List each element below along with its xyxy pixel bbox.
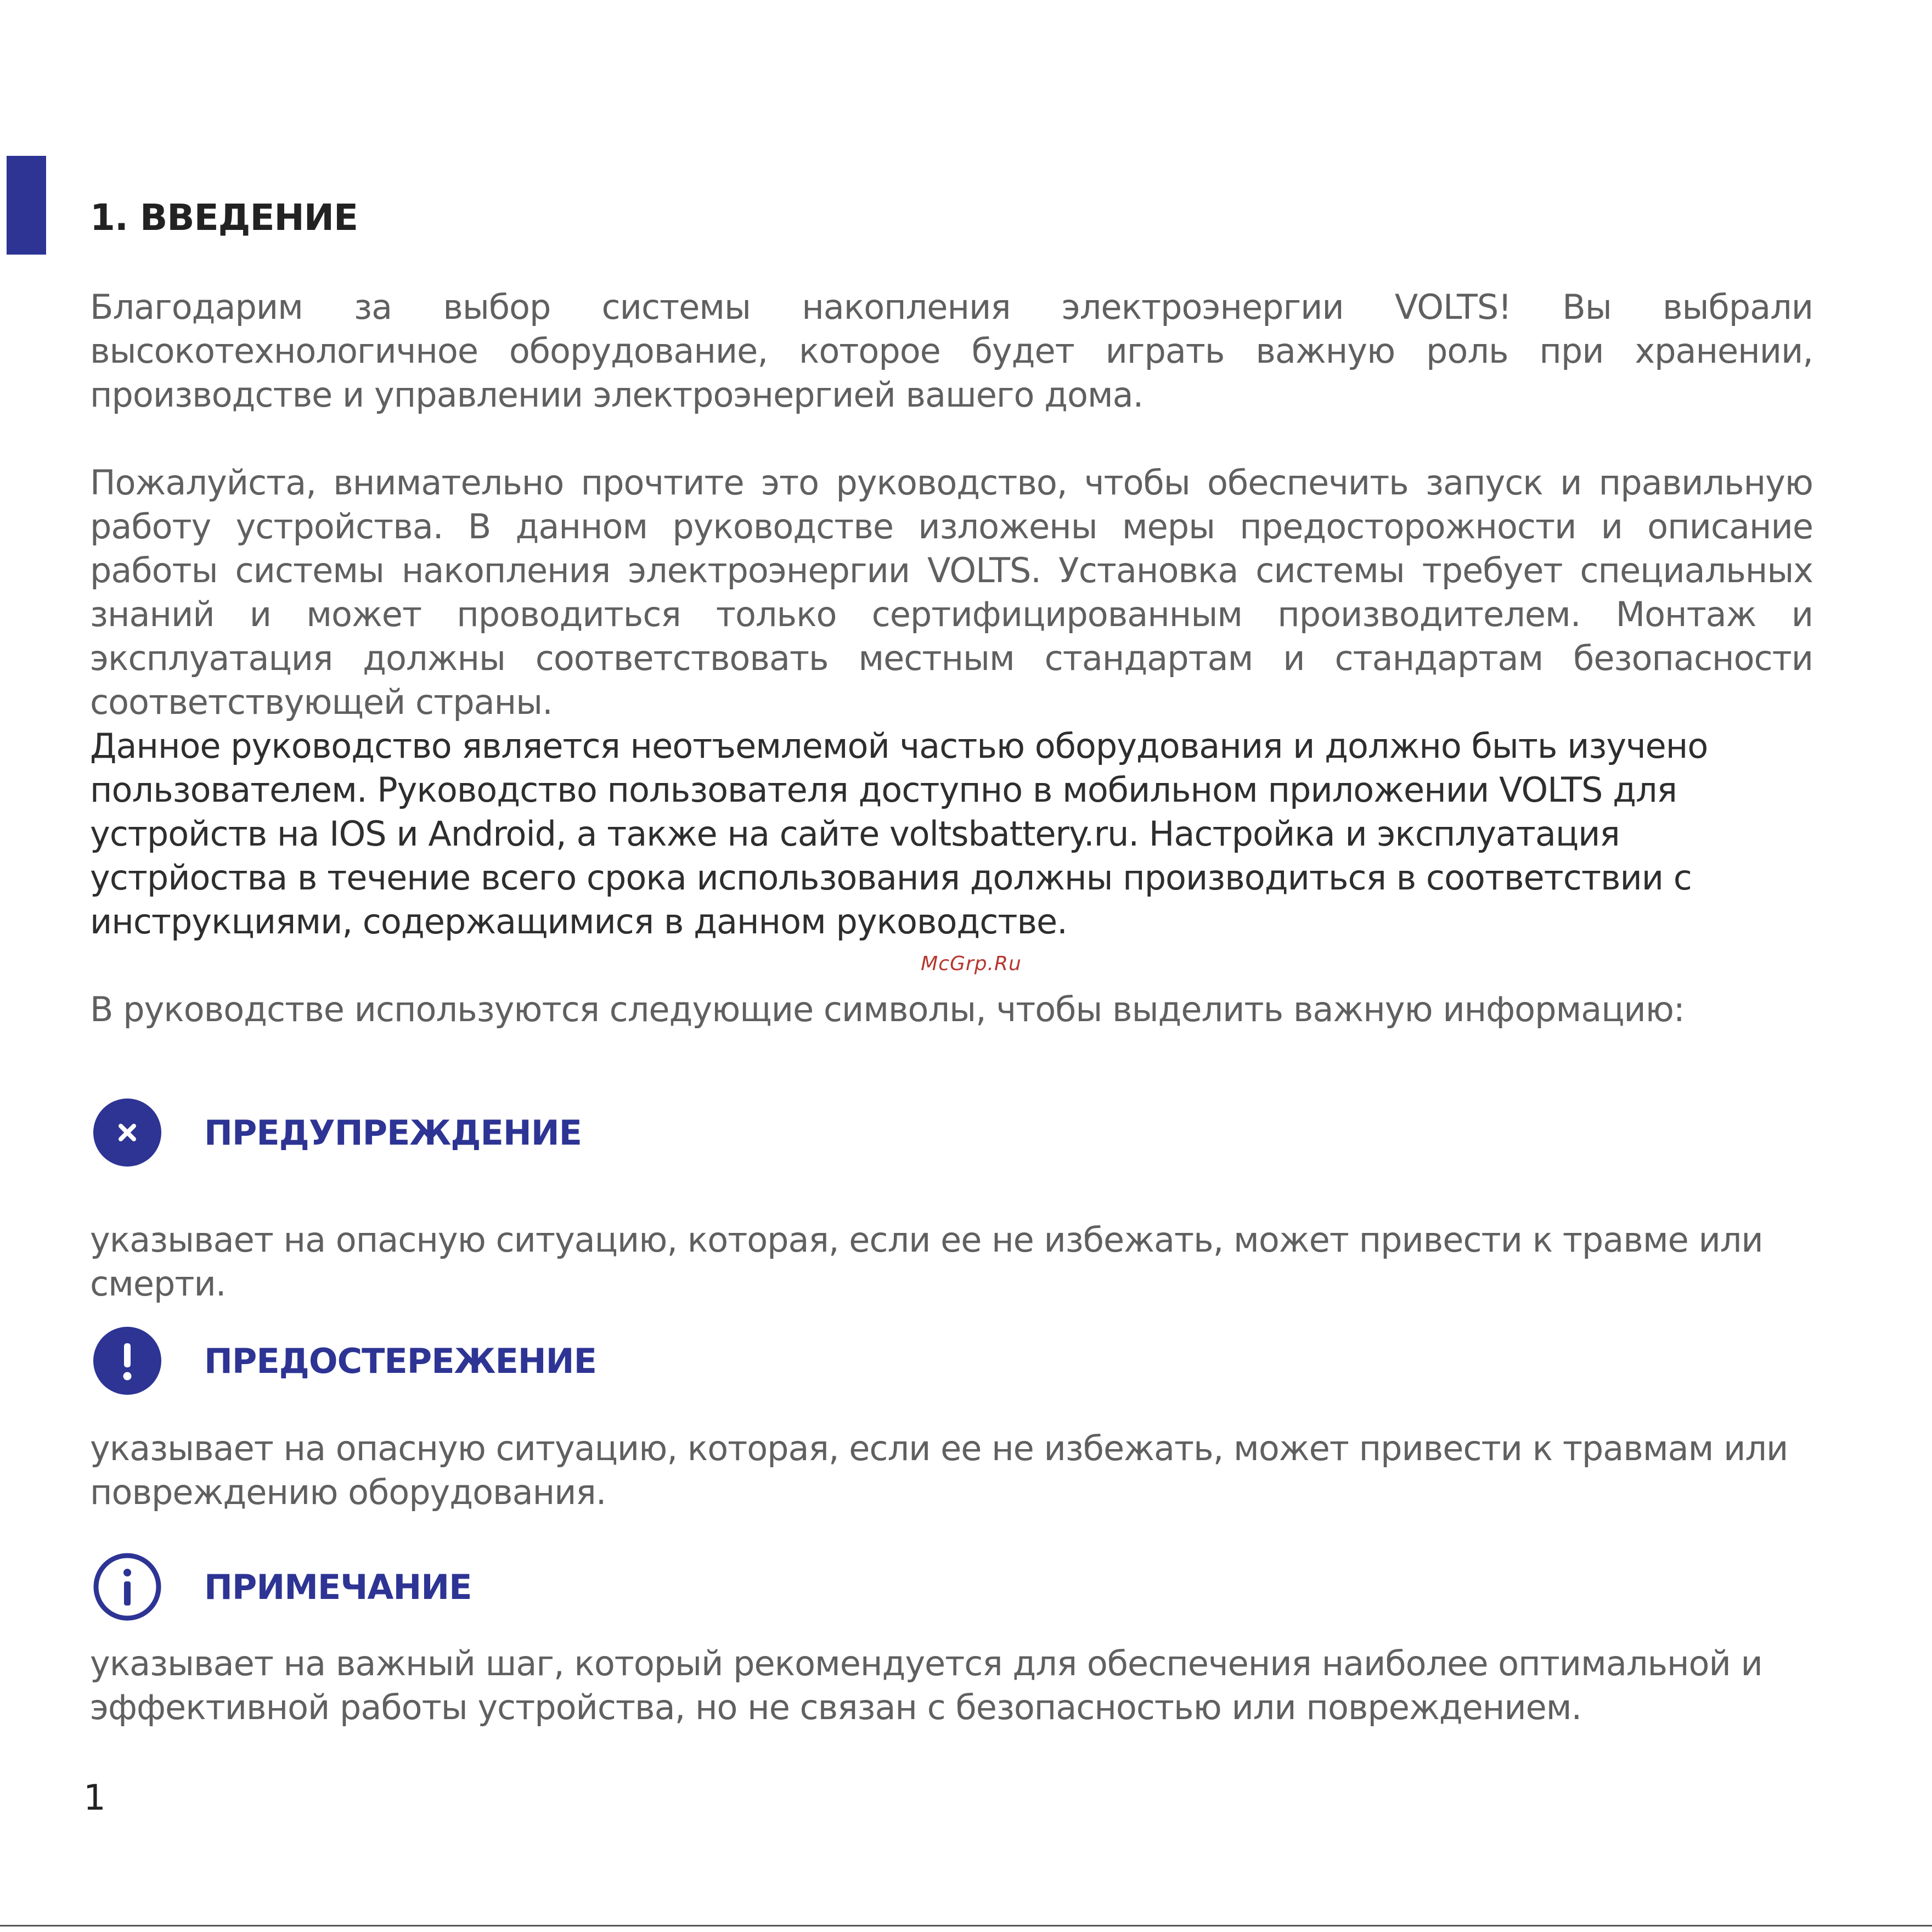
section-accent-bar <box>7 156 46 255</box>
symbols-intro-paragraph: В руководстве используются следующие символы, чтобы выделить важную информацию: <box>90 989 1685 1029</box>
x-circle-icon <box>93 1099 161 1167</box>
symbol-title: ПРИМЕЧАНИЕ <box>204 1567 472 1607</box>
symbol-title: ПРЕДОСТЕРЕЖЕНИЕ <box>204 1340 596 1381</box>
watermark: McGrp.Ru <box>921 953 1022 975</box>
symbol-warning <box>93 1099 582 1167</box>
symbol-description: указывает на важный шаг, который рекомендуется для обеспечения наиболее оптимальной и эффективной работы устройства, но не связан с безопасностью или повреждением. <box>90 1643 1762 1727</box>
symbol-caution <box>93 1327 596 1395</box>
info-circle-icon <box>93 1553 161 1621</box>
section-title: 1. ВВЕДЕНИЕ <box>90 196 358 239</box>
page-number: 1 <box>83 1778 106 1818</box>
symbol-description: указывает на опасную ситуацию, которая, если ее не избежать, может привести к травме или смерти. <box>90 1220 1763 1304</box>
symbol-note <box>93 1553 471 1621</box>
symbol-description: указывает на опасную ситуацию, которая, если ее не избежать, может привести к травмам или повреждению оборудования. <box>90 1428 1788 1512</box>
intro-paragraph: Благодарим за выбор системы накопления электроэнергии VOLTS! Вы выбрали высокотехнологичное оборудование, которое будет играть важную роль при хранении, производстве и управлении электроэнергией вашего дома. <box>90 287 1813 415</box>
manual-availability-paragraph: Данное руководство является неотъемлемой частью оборудования и должно быть изучено пользователем. Руководство пользователя доступно в мобильном приложении VOLTS для устройств на IOS и Android, а также на сайте voltsbattery.ru. Настройка и эксплуатация устрйоства в течение всего срока использования должны производиться в соответствии с инструкциями, содержащимися в данном руководстве. <box>90 726 1708 942</box>
bottom-rule <box>0 1925 1932 1927</box>
exclamation-circle-icon <box>93 1327 161 1395</box>
symbol-title: ПРЕДУПРЕЖДЕНИЕ <box>204 1112 582 1153</box>
instructions-paragraph: Пожалуйста, внимательно прочтите это руководство, чтобы обеспечить запуск и правильную работу устройства. В данном руководстве изложены меры предосторожности и описание работы системы накопления электроэнергии VOLTS. Установка системы требует специальных знаний и может проводиться только сертифицированным производителем. Монтаж и эксплуатация должны соответствовать местным стандартам и стандартам безопасности соответствующей страны. <box>90 463 1813 722</box>
